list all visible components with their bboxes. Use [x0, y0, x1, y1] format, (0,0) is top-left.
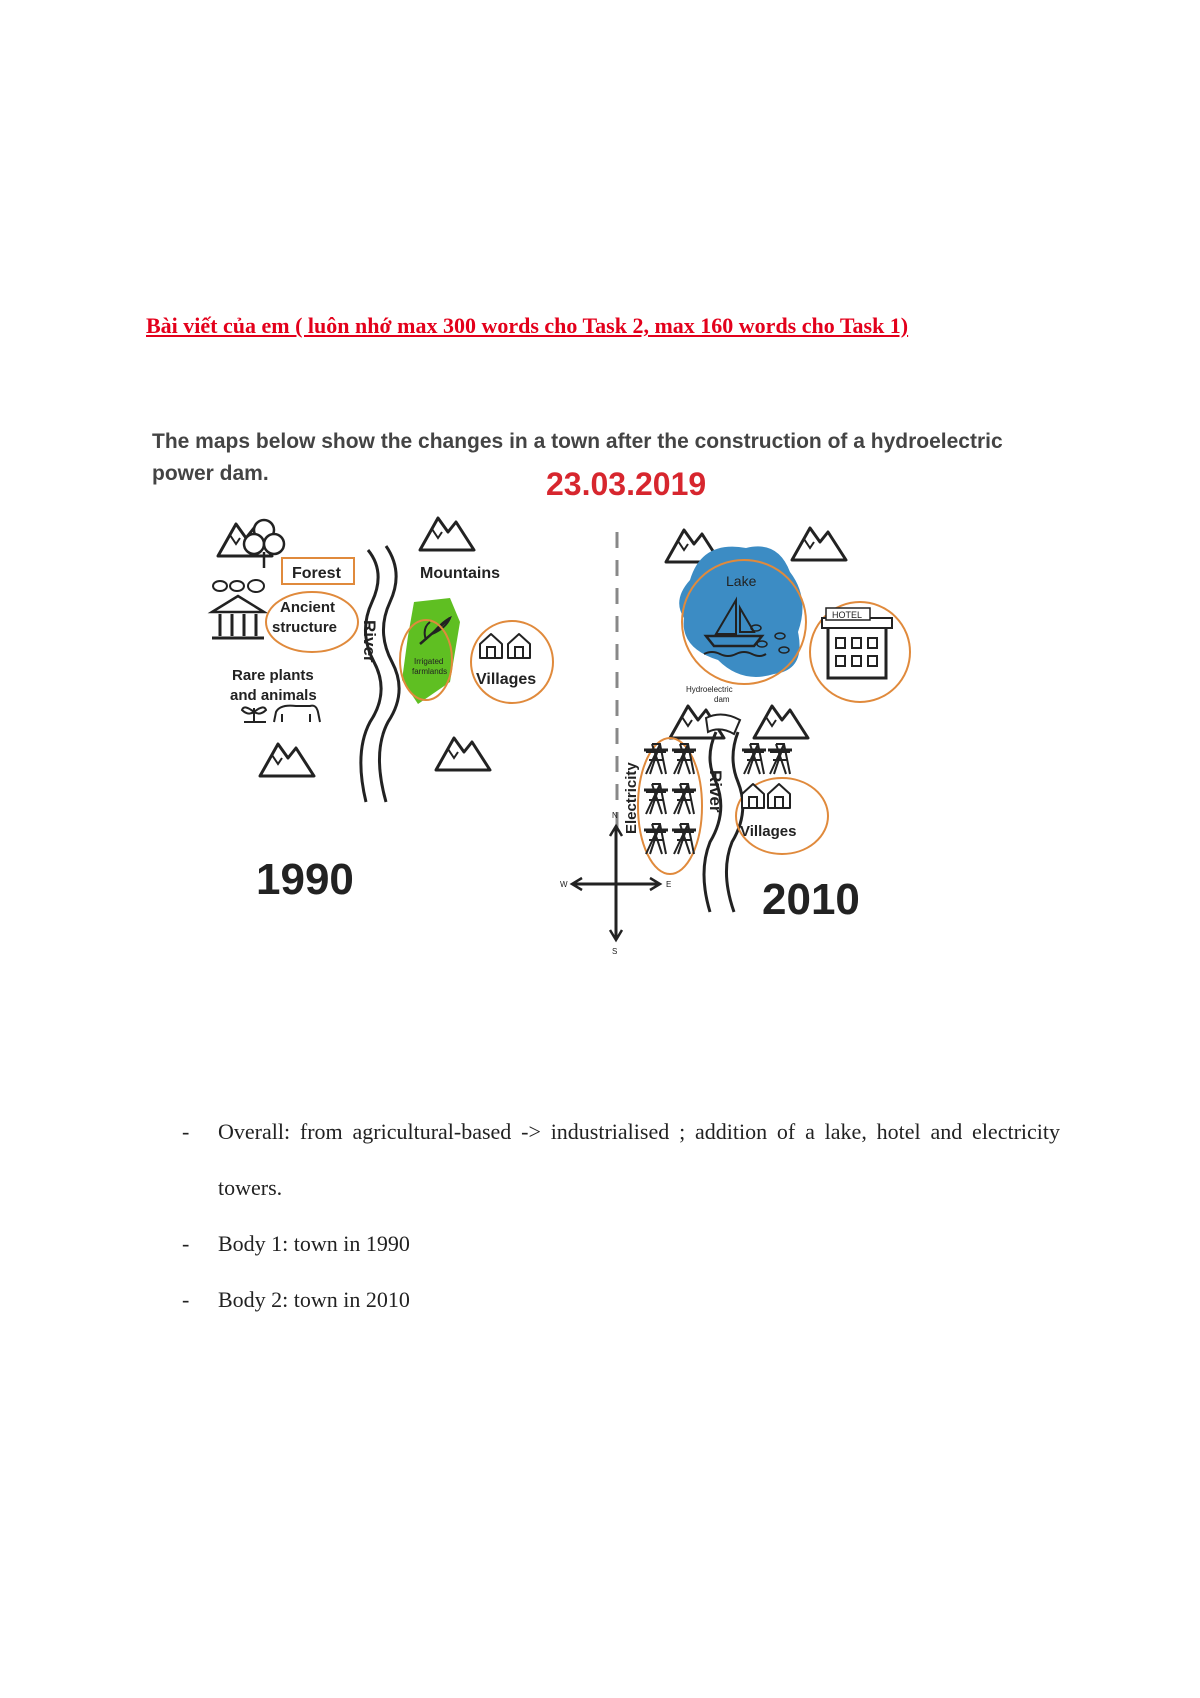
forest-icon: [244, 520, 284, 568]
villages-label-2010: Villages: [740, 823, 797, 840]
tiger-icon: [274, 706, 320, 722]
mountain-icon: [754, 706, 808, 738]
farmland-label-2: farmlands: [412, 667, 448, 676]
compass-w: W: [560, 880, 568, 889]
pylon-icon: [768, 744, 792, 774]
map-2010: [623, 528, 910, 924]
house-icon: [480, 634, 502, 658]
maps-image: [150, 422, 1064, 977]
compass-n: N: [612, 811, 618, 820]
page-heading: Bài viết của em ( luôn nhớ max 300 words cho Task 2, max 160 words cho Task 1): [146, 313, 909, 338]
ancient-label-2: structure: [272, 619, 338, 636]
ancient-structure-icon: [212, 596, 264, 638]
dam-label-2: dam: [714, 695, 730, 704]
river-bank-left-2010: [704, 732, 721, 912]
rare-label-2: and animals: [230, 687, 317, 704]
river-bank-right-2010: [726, 732, 742, 912]
compass-e: E: [666, 880, 672, 889]
year-2010: 2010: [762, 875, 860, 924]
house-icon: [742, 784, 764, 808]
question-line-1: The maps below show the changes in a town after the construction of a hydroelectric: [152, 430, 1003, 453]
mountain-icon: [792, 528, 846, 560]
plant-icon: [242, 707, 266, 722]
farmland-label-1: Irrigated: [414, 657, 444, 666]
mountain-icon: [436, 738, 490, 770]
hotel-label: HOTEL: [832, 610, 863, 620]
outline-list: [182, 1104, 1060, 1328]
lake-label: Lake: [726, 573, 757, 589]
pylon-icon: [672, 824, 696, 854]
house-icon: [508, 634, 530, 658]
forest-label: Forest: [292, 565, 341, 582]
villages-label-1990: Villages: [476, 671, 537, 688]
pylon-icon: [742, 744, 766, 774]
bullet-body-1: - Body 1: town in 1990: [182, 1216, 1060, 1272]
electricity-label: Electricity: [623, 762, 640, 834]
bullet-overall: - Overall: from agricultural-based -> industrialised ; addition of a lake, hotel and electricity towers.: [182, 1104, 1060, 1216]
dam-icon: [706, 714, 740, 734]
pylon-icon: [644, 824, 668, 854]
pylon-icon: [644, 784, 668, 814]
compass-s: S: [612, 947, 618, 956]
mountain-icon: [260, 744, 314, 776]
river-label-1990: River: [360, 620, 379, 663]
river-bank-right: [379, 546, 399, 802]
map-1990: [212, 518, 553, 904]
hotel-icon: [822, 618, 892, 678]
house-icon: [768, 784, 790, 808]
pylon-icon: [672, 784, 696, 814]
year-1990: 1990: [256, 855, 354, 904]
river-label-2010: River: [706, 770, 725, 813]
ancient-label-1: Ancient: [280, 599, 336, 616]
mountains-label: Mountains: [420, 565, 500, 582]
dam-label-1: Hydroelectric: [686, 685, 733, 694]
question-date: 23.03.2019: [546, 466, 707, 502]
bullet-body-2: - Body 2: town in 2010: [182, 1272, 1060, 1328]
clouds-icon: [213, 580, 264, 592]
question-line-2: power dam.: [152, 462, 269, 485]
mountain-icon: [420, 518, 474, 550]
task-figure: [150, 422, 1064, 977]
rare-label-1: Rare plants: [232, 667, 314, 684]
villages-circle-1990: [471, 621, 553, 703]
